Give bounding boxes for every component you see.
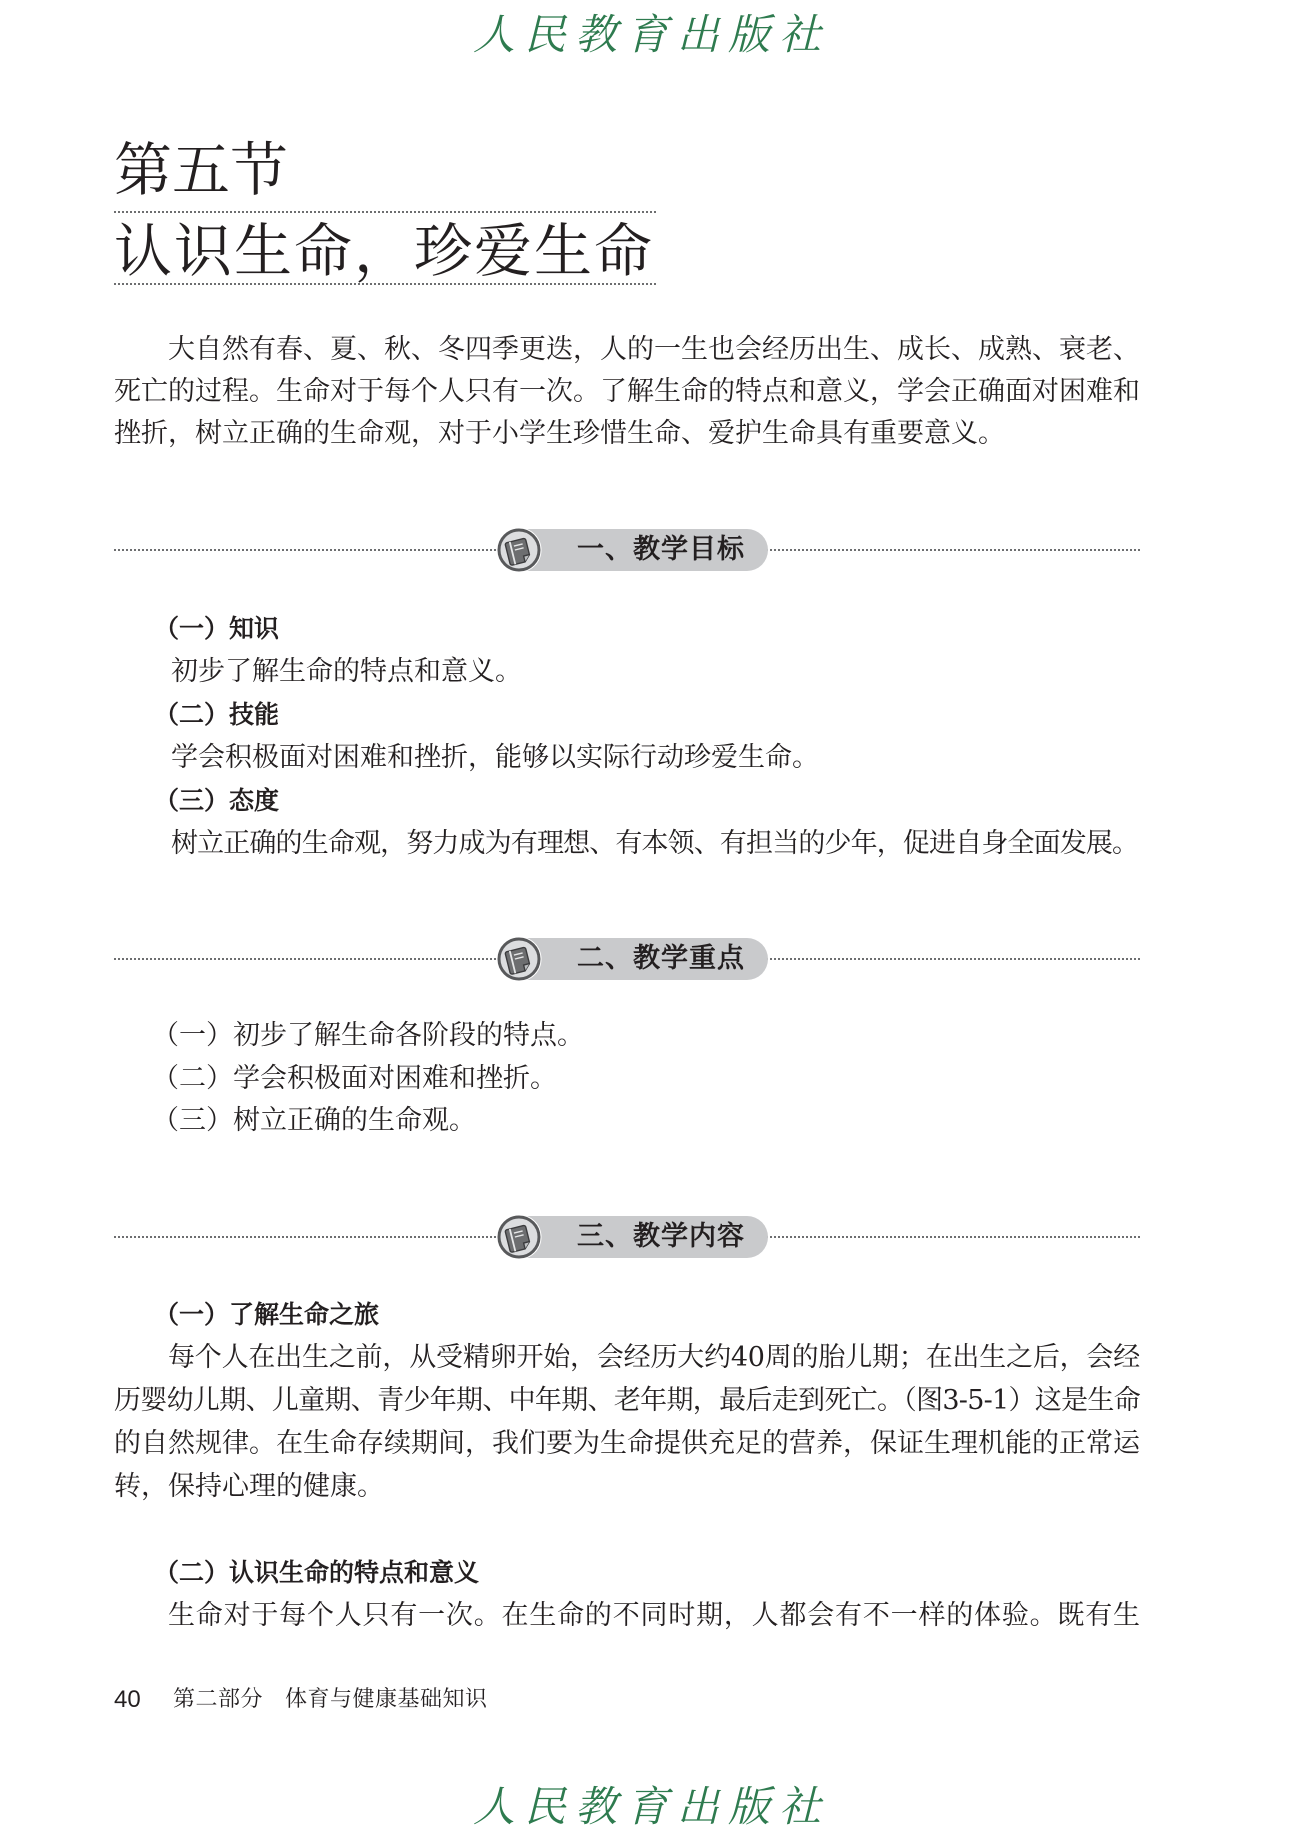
paragraph-line: 的自然规律。在生命存续期间，我们要为生命提供充足的营养，保证生理机能的正常运 bbox=[114, 1428, 1140, 1460]
key-point-item: （二）学会积极面对困难和挫折。 bbox=[152, 1062, 557, 1094]
section-title: 认识生命，珍爱生命 bbox=[114, 217, 655, 285]
paragraph-line: 挫折，树立正确的生命观，对于小学生珍惜生命、爱护生命具有重要意义。 bbox=[114, 418, 1005, 450]
intro-paragraph bbox=[114, 329, 1140, 456]
goal-text: 学会积极面对困难和挫折，能够以实际行动珍爱生命。 bbox=[171, 741, 819, 773]
section-heading-text: 二、教学重点 bbox=[577, 943, 745, 974]
key-point-item: （三）树立正确的生命观。 bbox=[152, 1105, 476, 1137]
paragraph-line: 历婴幼儿期、儿童期、青少年期、中年期、老年期，最后走到死亡。（图3-5-1）这是生命 bbox=[114, 1385, 1140, 1417]
section-heading-text: 一、教学目标 bbox=[577, 534, 745, 565]
title-underline bbox=[114, 283, 656, 285]
section-number: 第五节 bbox=[114, 136, 289, 204]
page-number: 40 bbox=[114, 1686, 141, 1713]
goal-label: （一）知识 bbox=[154, 613, 280, 643]
publisher-logo: 人民教育出版社 bbox=[472, 10, 830, 59]
key-points-list bbox=[114, 1015, 1140, 1142]
key-point-item: （一）初步了解生命各阶段的特点。 bbox=[152, 1020, 584, 1052]
heading-pill bbox=[497, 529, 768, 571]
footer-part-title: 体育与健康基础知识 bbox=[285, 1687, 488, 1712]
notebook-icon bbox=[495, 935, 543, 983]
content-subsection bbox=[114, 1293, 1140, 1508]
goal-text: 树立正确的生命观，努力成为有理想、有本领、有担当的少年，促进自身全面发展。 bbox=[171, 828, 1139, 860]
paragraph-line: 死亡的过程。生命对于每个人只有一次。了解生命的特点和意义，学会正确面对困难和 bbox=[114, 376, 1140, 408]
paragraph-line: 转，保持心理的健康。 bbox=[114, 1471, 384, 1503]
notebook-icon bbox=[495, 526, 543, 574]
section-heading-teaching-content bbox=[114, 1216, 1140, 1258]
publisher-logo: 人民教育出版社 bbox=[472, 1782, 830, 1831]
page-footer bbox=[114, 1685, 814, 1715]
heading-pill bbox=[497, 938, 768, 980]
subsection-label: （二）认识生命的特点和意义 bbox=[154, 1558, 480, 1588]
teaching-goals-list bbox=[114, 607, 1140, 866]
section-heading-teaching-goals bbox=[114, 529, 1140, 571]
subsection-label: （一）了解生命之旅 bbox=[154, 1300, 380, 1330]
heading-pill bbox=[497, 1216, 768, 1258]
goal-text: 初步了解生命的特点和意义。 bbox=[171, 655, 522, 687]
paragraph-line: 大自然有春、夏、秋、冬四季更迭，人的一生也会经历出生、成长、成熟、衰老、 bbox=[168, 333, 1140, 365]
goal-label: （三）态度 bbox=[154, 786, 280, 816]
section-heading-text: 三、教学内容 bbox=[577, 1221, 745, 1252]
title-underline bbox=[114, 211, 656, 213]
footer-part: 第二部分 bbox=[173, 1687, 264, 1712]
section-heading-key-points bbox=[114, 938, 1140, 980]
content-subsection bbox=[114, 1551, 1140, 1637]
goal-label: （二）技能 bbox=[154, 699, 280, 729]
notebook-icon bbox=[495, 1213, 543, 1261]
paragraph-line: 每个人在出生之前，从受精卵开始，会经历大约40周的胎儿期；在出生之后，会经 bbox=[168, 1342, 1140, 1374]
paragraph-line: 生命对于每个人只有一次。在生命的不同时期，人都会有不一样的体验。既有生 bbox=[168, 1600, 1140, 1632]
